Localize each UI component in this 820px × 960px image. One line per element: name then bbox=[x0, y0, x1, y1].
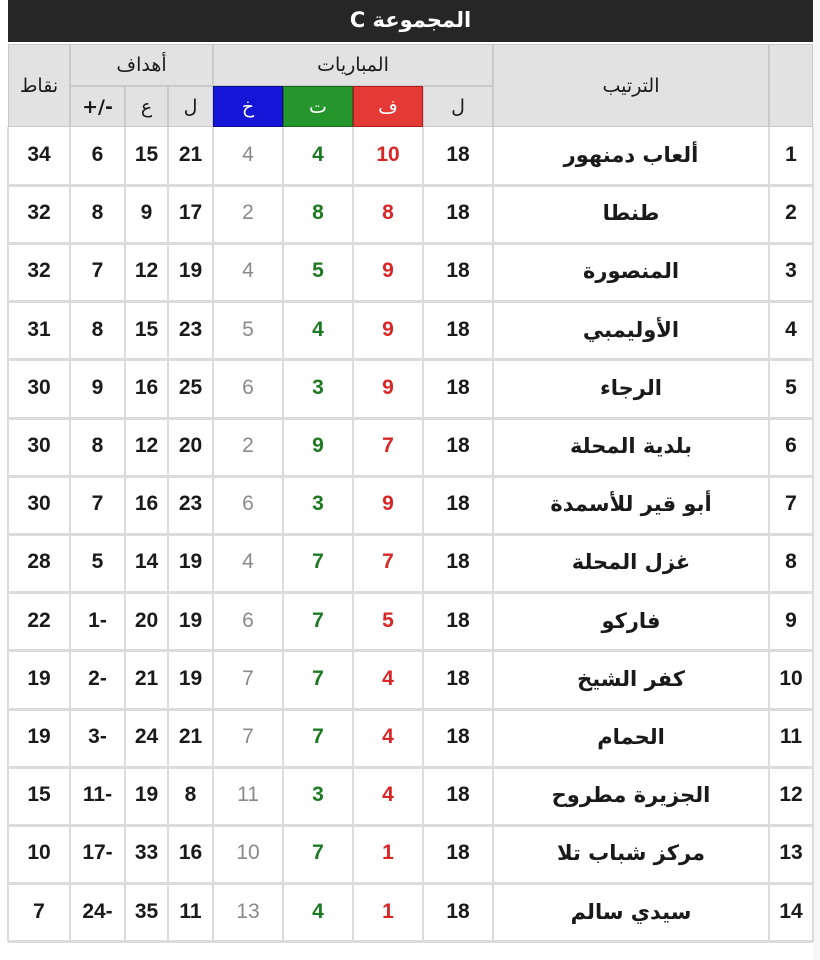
lost-cell: 10 bbox=[236, 841, 260, 865]
goal-diff-cell: 11- bbox=[82, 783, 113, 807]
points-cell: 30 bbox=[27, 375, 51, 399]
goal-diff-cell: 17- bbox=[82, 841, 113, 865]
won-cell: 9 bbox=[382, 375, 394, 399]
lost-cell: 5 bbox=[242, 317, 254, 341]
won-cell: 9 bbox=[382, 317, 394, 341]
played-cell: 18 bbox=[446, 550, 470, 574]
goals-against-cell: 33 bbox=[134, 841, 159, 865]
won-cell: 7 bbox=[382, 434, 394, 458]
rank-cell: 2 bbox=[785, 201, 797, 225]
points-cell: 22 bbox=[27, 608, 51, 632]
header-rank: الترتيب bbox=[493, 44, 769, 127]
goal-diff-cell: 8 bbox=[91, 317, 104, 341]
goals-for-cell: 19 bbox=[178, 259, 203, 283]
points-cell: 28 bbox=[27, 550, 51, 574]
goals-against-cell: 16 bbox=[134, 492, 159, 516]
lost-cell: 4 bbox=[242, 259, 254, 283]
drawn-cell: 3 bbox=[312, 375, 324, 399]
goals-for-cell: 25 bbox=[178, 375, 203, 399]
points-cell: 10 bbox=[27, 841, 51, 865]
header-played: ل bbox=[423, 86, 493, 127]
goal-diff-cell: 8 bbox=[91, 434, 104, 458]
team-name: أبو قير للأسمدة bbox=[550, 492, 712, 517]
goals-for-cell: 19 bbox=[178, 550, 203, 574]
goals-against-cell: 35 bbox=[134, 899, 159, 923]
lost-cell: 7 bbox=[242, 725, 254, 749]
drawn-cell: 7 bbox=[312, 666, 324, 690]
team-name: بلدية المحلة bbox=[569, 434, 693, 459]
team-name: غزل المحلة bbox=[571, 550, 691, 575]
goal-diff-cell: 8 bbox=[91, 201, 104, 225]
played-cell: 18 bbox=[446, 434, 470, 458]
rank-cell: 9 bbox=[785, 608, 797, 632]
played-cell: 18 bbox=[446, 666, 470, 690]
lost-cell: 6 bbox=[242, 375, 254, 399]
drawn-cell: 5 bbox=[312, 259, 324, 283]
rank-cell: 4 bbox=[785, 317, 797, 341]
header-blank bbox=[769, 44, 813, 127]
rank-cell: 1 bbox=[785, 143, 797, 167]
lost-cell: 6 bbox=[242, 608, 254, 632]
played-cell: 18 bbox=[446, 201, 470, 225]
won-cell: 1 bbox=[382, 841, 394, 865]
won-cell: 4 bbox=[382, 666, 394, 690]
points-cell: 19 bbox=[27, 666, 51, 690]
goal-diff-cell: 5 bbox=[91, 550, 104, 574]
won-cell: 10 bbox=[376, 143, 400, 167]
team-name: الحمام bbox=[597, 725, 665, 750]
team-name: ألعاب دمنهور bbox=[563, 143, 699, 168]
won-cell: 4 bbox=[382, 725, 394, 749]
header-goals-against: ع bbox=[125, 86, 168, 127]
header-drawn: ت bbox=[283, 86, 353, 127]
won-cell: 8 bbox=[382, 201, 394, 225]
drawn-cell: 7 bbox=[312, 608, 324, 632]
goals-for-cell: 21 bbox=[178, 143, 203, 167]
goals-against-cell: 15 bbox=[134, 143, 159, 167]
goal-diff-cell: 7 bbox=[91, 259, 104, 283]
played-cell: 18 bbox=[446, 899, 470, 923]
drawn-cell: 9 bbox=[312, 434, 324, 458]
drawn-cell: 7 bbox=[312, 841, 324, 865]
drawn-cell: 8 bbox=[312, 201, 324, 225]
team-name: الرجاء bbox=[600, 375, 662, 400]
points-cell: 32 bbox=[27, 259, 51, 283]
header-goal-diff: +/- bbox=[70, 86, 125, 127]
played-cell: 18 bbox=[446, 608, 470, 632]
points-cell: 30 bbox=[27, 434, 51, 458]
team-name: المنصورة bbox=[582, 259, 680, 284]
goal-diff-cell: 1- bbox=[88, 608, 107, 632]
points-cell: 7 bbox=[33, 899, 45, 923]
goals-for-cell: 11 bbox=[179, 899, 202, 923]
points-cell: 34 bbox=[27, 143, 51, 167]
played-cell: 18 bbox=[446, 783, 470, 807]
goals-against-cell: 24 bbox=[134, 725, 159, 749]
goals-for-cell: 16 bbox=[178, 841, 203, 865]
header-goals-for: ل bbox=[168, 86, 213, 127]
points-cell: 30 bbox=[27, 492, 51, 516]
goals-against-cell: 12 bbox=[134, 259, 159, 283]
team-name: طنطا bbox=[602, 201, 660, 226]
drawn-cell: 7 bbox=[312, 550, 324, 574]
lost-cell: 2 bbox=[242, 434, 254, 458]
rank-cell: 3 bbox=[785, 259, 797, 283]
won-cell: 9 bbox=[382, 259, 394, 283]
won-cell: 1 bbox=[382, 899, 394, 923]
goals-for-cell: 20 bbox=[178, 434, 203, 458]
drawn-cell: 4 bbox=[312, 899, 324, 923]
goals-for-cell: 19 bbox=[178, 666, 203, 690]
goals-for-cell: 19 bbox=[178, 608, 203, 632]
lost-cell: 2 bbox=[242, 201, 254, 225]
rank-cell: 8 bbox=[785, 550, 797, 574]
goal-diff-cell: 2- bbox=[88, 666, 107, 690]
team-name: فاركو bbox=[601, 608, 661, 633]
goals-against-cell: 15 bbox=[134, 317, 159, 341]
rank-cell: 7 bbox=[785, 492, 797, 516]
goals-against-cell: 14 bbox=[134, 550, 159, 574]
goals-for-cell: 8 bbox=[184, 783, 197, 807]
points-cell: 15 bbox=[27, 783, 51, 807]
right-edge bbox=[813, 0, 820, 960]
team-name: الأوليمبي bbox=[582, 317, 680, 342]
played-cell: 18 bbox=[446, 259, 470, 283]
played-cell: 18 bbox=[446, 317, 470, 341]
lost-cell: 13 bbox=[236, 899, 260, 923]
team-name: سيدي سالم bbox=[570, 899, 692, 924]
goal-diff-cell: 7 bbox=[91, 492, 104, 516]
goal-diff-cell: 6 bbox=[91, 143, 104, 167]
goals-against-cell: 9 bbox=[140, 201, 153, 225]
goals-against-cell: 19 bbox=[134, 783, 159, 807]
rank-cell: 12 bbox=[779, 783, 803, 807]
team-name: كفر الشيخ bbox=[577, 666, 685, 691]
goal-diff-cell: 24- bbox=[82, 899, 113, 923]
goals-for-cell: 17 bbox=[178, 201, 203, 225]
points-cell: 32 bbox=[27, 201, 51, 225]
drawn-cell: 3 bbox=[312, 492, 324, 516]
goals-against-cell: 20 bbox=[134, 608, 159, 632]
team-name: الجزيرة مطروح bbox=[551, 783, 711, 808]
lost-cell: 6 bbox=[242, 492, 254, 516]
played-cell: 18 bbox=[446, 143, 470, 167]
drawn-cell: 3 bbox=[312, 783, 324, 807]
points-cell: 31 bbox=[27, 317, 51, 341]
header-matches: المباريات bbox=[213, 44, 493, 86]
drawn-cell: 7 bbox=[312, 725, 324, 749]
played-cell: 18 bbox=[446, 375, 470, 399]
goals-against-cell: 21 bbox=[134, 666, 159, 690]
header-points: نقاط bbox=[8, 44, 70, 127]
played-cell: 18 bbox=[446, 492, 470, 516]
lost-cell: 11 bbox=[237, 783, 259, 807]
rank-cell: 10 bbox=[779, 666, 803, 690]
won-cell: 7 bbox=[382, 550, 394, 574]
goals-against-cell: 12 bbox=[134, 434, 159, 458]
goals-for-cell: 23 bbox=[178, 492, 203, 516]
lost-cell: 4 bbox=[242, 550, 254, 574]
drawn-cell: 4 bbox=[312, 143, 324, 167]
won-cell: 9 bbox=[382, 492, 394, 516]
won-cell: 4 bbox=[382, 783, 394, 807]
header-goals: أهداف bbox=[70, 44, 213, 86]
drawn-cell: 4 bbox=[312, 317, 324, 341]
rank-cell: 5 bbox=[785, 375, 797, 399]
won-cell: 5 bbox=[382, 608, 394, 632]
rank-cell: 6 bbox=[785, 434, 797, 458]
row-divider bbox=[8, 940, 813, 943]
goal-diff-cell: 9 bbox=[91, 375, 104, 399]
played-cell: 18 bbox=[446, 841, 470, 865]
team-name: مركز شباب تلا bbox=[557, 841, 706, 866]
goal-diff-cell: 3- bbox=[88, 725, 107, 749]
lost-cell: 4 bbox=[242, 143, 254, 167]
goals-for-cell: 21 bbox=[178, 725, 203, 749]
rank-cell: 11 bbox=[779, 725, 803, 749]
points-cell: 19 bbox=[27, 725, 51, 749]
header-lost: خ bbox=[213, 86, 283, 127]
table-title: المجموعة C bbox=[8, 0, 813, 42]
lost-cell: 7 bbox=[242, 666, 254, 690]
rank-cell: 14 bbox=[779, 899, 803, 923]
played-cell: 18 bbox=[446, 725, 470, 749]
goals-for-cell: 23 bbox=[178, 317, 203, 341]
rank-cell: 13 bbox=[779, 841, 803, 865]
header-won: ف bbox=[353, 86, 423, 127]
goals-against-cell: 16 bbox=[134, 375, 159, 399]
